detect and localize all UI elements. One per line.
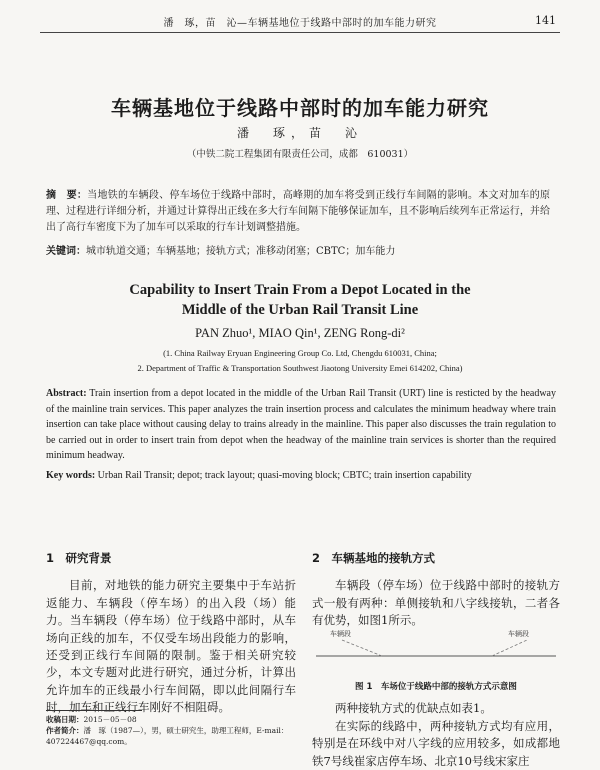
chinese-keywords-label: 关键词：	[46, 246, 86, 257]
running-head: 潘 琢，苗 沁—车辆基地位于线路中部时的加车能力研究	[163, 18, 437, 29]
footnote-author: 潘 琢（1987—），男，硕士研究生，助理工程师，E-mail：407224467@qq.com。	[46, 726, 289, 746]
left-depot-link	[342, 640, 382, 656]
english-keywords-label: Key words:	[46, 470, 96, 481]
figure-label-left: 车辆段	[330, 630, 351, 638]
section-2-paragraph-2: 两种接轨方式的优缺点如表1。	[335, 701, 492, 715]
chinese-affiliation: （中铁二院工程集团有限责任公司，成都 610031）	[186, 149, 414, 160]
chinese-authors: 潘 琢，苗 沁	[236, 126, 363, 140]
page-number: 141	[535, 14, 556, 27]
chinese-keywords-text: 城市轨道交通；车辆基地；接轨方式；准移动闭塞；CBTC；加车能力	[86, 246, 396, 257]
track-layout-diagram	[312, 622, 560, 670]
english-keywords-text: Urban Rail Transit; depot; track layout; quasi-moving block; CBTC; train insertion capability	[95, 470, 472, 481]
figure-1	[312, 622, 560, 670]
english-abstract	[46, 386, 556, 464]
english-abstract-label: Abstract:	[46, 388, 87, 399]
chinese-keywords	[46, 244, 556, 260]
figure-label-right: 车辆段	[508, 630, 529, 638]
chinese-abstract-text: 当地铁的车辆段、停车场位于线路中部时，高峰期的加车将受到正线行车间隔的影响。本文对加车的原理、过程进行详细分析，并通过计算得出正线在多大行车间隔下能够保证加车，且不影响后续列车正常运行，并给出了高行车密度下为了加车可以采取的行车计划调整措施。	[46, 190, 551, 233]
header-rule	[40, 32, 560, 33]
chinese-title: 车辆基地位于线路中部时的加车能力研究	[111, 96, 489, 120]
section-2-paragraph-3: 在实际的线路中，两种接轨方式均有应用，特别是在环线中对八字线的应用较多，如成都地铁7号线崔家店停车场、北京10号线宋家庄	[312, 718, 560, 768]
english-abstract-text: Train insertion from a depot located in the middle of the Urban Rail Transit (URT) line is resticted by the headway of the mainline train services. This paper analyzes the train insertion process and calculates the minimum headway where train insertion can take place without causing delay to trains already in the mainline. This paper also discusses the train regulation to be carried out in order to insert train from depot when the headway of the mainline train services is shorter than the required minimum headway.	[46, 388, 556, 462]
left-column	[46, 550, 296, 717]
english-title	[60, 280, 540, 320]
section-1-paragraph: 目前，对地铁的能力研究主要集中于车站折返能力、车辆段（停车场）的出入段（场）能力。当车辆段（停车场）位于线路中部时，从车场向正线的加车，不仅受车场出段能力的影响，还受到正线行车间隔的限制。鉴于相关研究较少，本文专题对此进行研究，通过分析，计算出允许加车的正线最小行车间隔，即以此间隔行车时，加车和正线行车刚好不相阻碍。	[46, 578, 296, 715]
footnote-rule	[46, 710, 142, 711]
chinese-abstract-label: 摘 要：	[46, 190, 88, 201]
chinese-abstract	[46, 188, 550, 236]
footnote-received-label: 收稿日期：	[46, 715, 84, 724]
english-affiliations	[60, 346, 540, 376]
english-authors: PAN Zhuo¹, MIAO Qin¹, ZENG Rong-di²	[195, 326, 405, 340]
footnote-received: 2015－05－08	[83, 715, 137, 724]
footnote-author-label: 作者简介：	[46, 726, 84, 735]
section-1-heading: 1 研究背景	[46, 551, 112, 565]
right-column-intro	[312, 550, 560, 630]
figure-1-caption: 图 1 车场位于线路中部的接轨方式示意图	[355, 682, 517, 692]
right-depot-link	[492, 640, 527, 656]
section-2-paragraph: 车辆段（停车场）位于线路中部时的接轨方式一般有两种：单侧接轨和八字线接轨，二者各有优势，如图1所示。	[312, 578, 560, 628]
footnote	[46, 714, 296, 747]
english-title-line-1: Capability to Insert Train From a Depot Located in the	[129, 282, 471, 298]
english-title-line-2: Middle of the Urban Rail Transit Line	[181, 302, 419, 318]
english-affiliation-2: 2. Department of Traffic & Transportation Southwest Jiaotong University Emei 614202, China)	[137, 363, 463, 373]
right-column-continued	[312, 700, 560, 770]
section-2-heading: 2 车辆基地的接轨方式	[312, 551, 436, 565]
english-affiliation-1: (1. China Railway Eryuan Engineering Group Co. Ltd, Chengdu 610031, China;	[163, 348, 437, 358]
english-keywords	[46, 468, 556, 483]
